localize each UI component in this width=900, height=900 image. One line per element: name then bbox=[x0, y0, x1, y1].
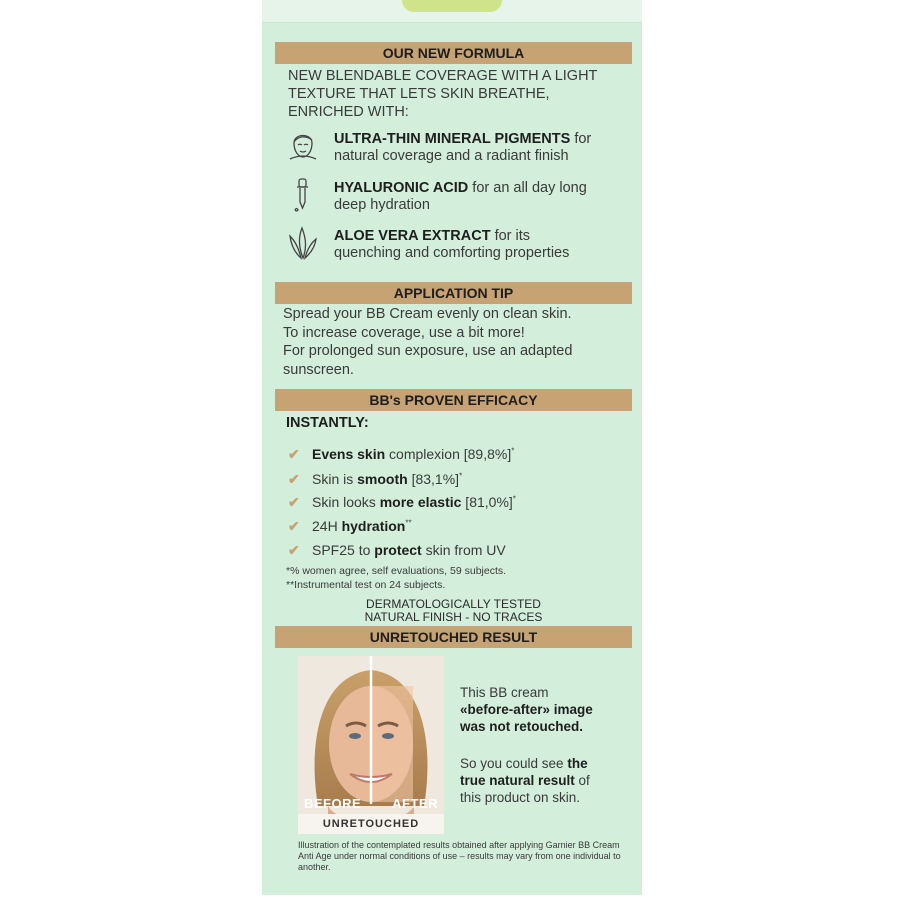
intro-line: NEW BLENDABLE COVERAGE WITH A LIGHT bbox=[288, 68, 598, 84]
ingredient-name: HYALURONIC ACID bbox=[334, 180, 469, 196]
unretouched-heading: UNRETOUCHED RESULT bbox=[275, 626, 632, 648]
check-icon: ✔ bbox=[288, 518, 300, 534]
claim-item: SPF25 to protect skin from UV bbox=[312, 542, 506, 558]
claim-item: Evens skin complexion [89,8%]* bbox=[312, 446, 515, 462]
ingredient-desc: for bbox=[570, 131, 592, 147]
ingredient-name: ALOE VERA EXTRACT bbox=[334, 228, 491, 244]
tip-line: To increase coverage, use a bit more! bbox=[283, 324, 525, 341]
dropper-icon bbox=[284, 176, 322, 214]
intro-line: TEXTURE THAT LETS SKIN BREATHE, bbox=[288, 86, 550, 102]
claim-item: Skin looks more elastic [81,0%]* bbox=[312, 494, 516, 510]
ingredient-desc: deep hydration bbox=[334, 197, 430, 213]
claim-item: Skin is smooth [83,1%]* bbox=[312, 471, 463, 487]
footnote: *% women agree, self evaluations, 59 subjects. bbox=[286, 565, 507, 577]
face-icon bbox=[284, 126, 322, 164]
tip-line: For prolonged sun exposure, use an adapted bbox=[283, 343, 573, 359]
ingredient-item bbox=[334, 228, 634, 262]
ingredient-item bbox=[334, 180, 634, 214]
photo-caption: UNRETOUCHED bbox=[298, 814, 444, 834]
tip-line: sunscreen. bbox=[283, 361, 354, 378]
tip-heading: APPLICATION TIP bbox=[275, 282, 632, 304]
footnote: **Instrumental test on 24 subjects. bbox=[286, 579, 446, 591]
check-icon: ✔ bbox=[288, 446, 300, 462]
ingredient-desc: for its bbox=[490, 228, 531, 244]
tip-line: Spread your BB Cream evenly on clean skin. bbox=[283, 306, 572, 322]
ingredient-item bbox=[334, 131, 634, 165]
ingredient-desc: quenching and comforting properties bbox=[334, 245, 570, 261]
before-after-photo bbox=[298, 656, 444, 834]
formula-intro bbox=[288, 67, 597, 121]
disclaimer: Illustration of the contemplated results obtained after applying Garnier BB Cream Anti Age under normal conditions of use – results may vary from one individual to another. bbox=[298, 840, 621, 872]
before-label: BEFORE bbox=[304, 796, 362, 811]
efficacy-heading: BB's PROVEN EFFICACY bbox=[275, 389, 632, 411]
check-icon: ✔ bbox=[288, 494, 300, 510]
check-icon: ✔ bbox=[288, 471, 300, 487]
tip-text bbox=[283, 305, 572, 379]
result-paragraph: This BB cream «before-after» image was not retouched. bbox=[460, 685, 593, 734]
formula-heading: OUR NEW FORMULA bbox=[275, 42, 632, 64]
package-top-flap bbox=[262, 0, 642, 23]
tested-line: NATURAL FINISH - NO TRACES bbox=[364, 610, 543, 624]
intro-line: ENRICHED WITH: bbox=[288, 104, 409, 120]
ingredient-desc: natural coverage and a radiant finish bbox=[334, 148, 569, 164]
claim-item: 24H hydration** bbox=[312, 518, 412, 534]
instantly-label: INSTANTLY: bbox=[286, 415, 369, 431]
tested-line: DERMATOLOGICALLY TESTED bbox=[366, 597, 541, 611]
result-paragraph: So you could see the true natural result of this product on skin. bbox=[460, 756, 590, 805]
check-icon: ✔ bbox=[288, 542, 300, 558]
flap-tab bbox=[402, 0, 502, 12]
after-label: AFTER bbox=[392, 796, 438, 811]
ingredient-desc: for an all day long bbox=[468, 180, 587, 196]
ingredient-name: ULTRA-THIN MINERAL PIGMENTS bbox=[334, 131, 571, 147]
aloe-leaf-icon bbox=[284, 224, 322, 262]
